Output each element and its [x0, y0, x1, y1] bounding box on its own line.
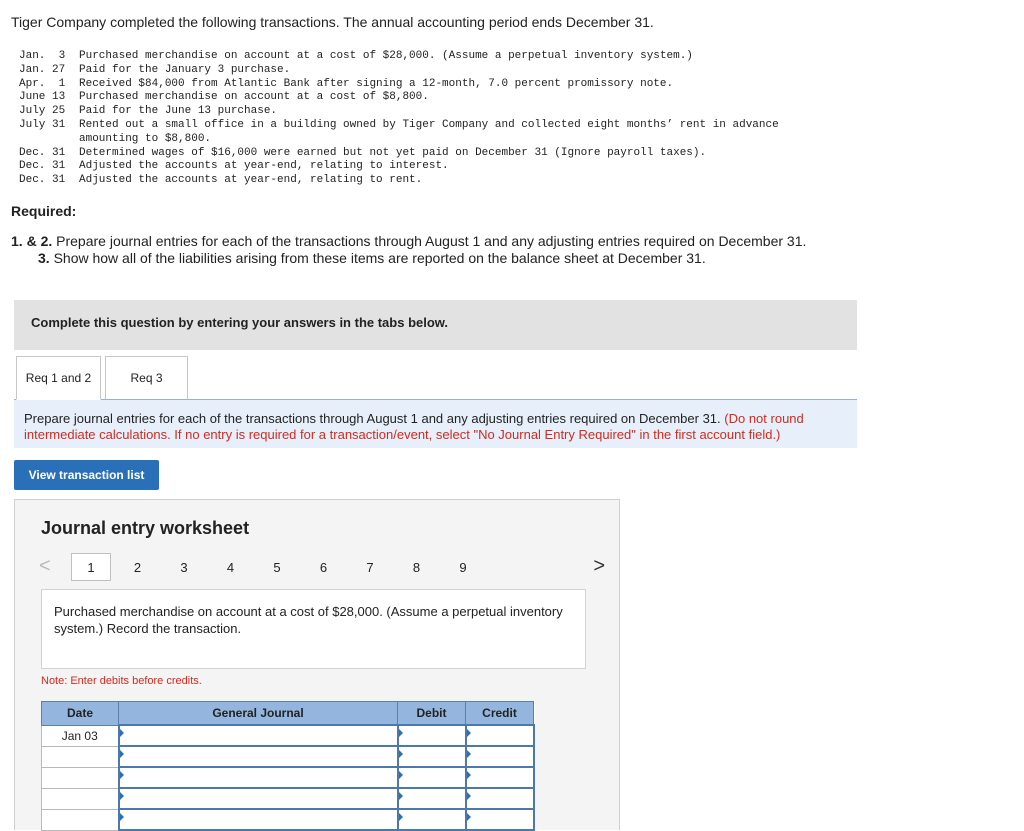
transaction-row — [19, 64, 779, 78]
account-input[interactable] — [119, 725, 398, 746]
next-arrow-icon[interactable]: > — [593, 555, 605, 577]
transaction-text: Adjusted the accounts at year-end, relating to interest. — [79, 160, 449, 173]
col-date: Date — [42, 702, 119, 726]
input-marker-icon — [467, 729, 471, 737]
date-cell: Jan 03 — [42, 725, 119, 746]
instructions-text: Prepare journal entries for each of the transactions through August 1 and any adjusting entries required on December 31. — [24, 411, 725, 426]
journal-table — [41, 701, 535, 831]
transaction-date: Dec. 31 — [19, 160, 66, 173]
required-heading: Required: — [11, 203, 77, 219]
journal-row — [42, 767, 534, 788]
tab-req-1-and-2[interactable]: Req 1 and 2 — [16, 356, 101, 400]
required-line-1-number: 1. & 2. — [11, 233, 53, 249]
journal-row — [42, 809, 534, 830]
transaction-date: June 13 — [19, 91, 66, 104]
transaction-date: July 25 — [19, 105, 66, 118]
journal-worksheet-panel — [14, 499, 620, 830]
required-line-1-text: Prepare journal entries for each of the transactions through August 1 and any adjusting entries required on December 31. — [52, 233, 807, 249]
account-input[interactable] — [119, 809, 398, 830]
transaction-row — [19, 133, 779, 147]
journal-row — [42, 725, 534, 746]
instructions-warning: (Do not round intermediate calculations. If no entry is required for a transaction/event, select "No Journal Entry Required" in the first account field.) — [24, 411, 804, 442]
banner-text: Complete this question by entering your answers in the tabs below. — [31, 315, 449, 330]
input-marker-icon — [120, 792, 124, 800]
transaction-row — [19, 91, 779, 105]
input-marker-icon — [399, 750, 403, 758]
tab-instructions — [14, 400, 857, 448]
page-3-button[interactable]: 3 — [180, 559, 188, 575]
credit-input[interactable] — [466, 767, 534, 788]
required-line-1 — [11, 233, 806, 249]
transaction-date: Apr. 1 — [19, 77, 66, 90]
worksheet-pager — [39, 553, 605, 581]
page-9-button[interactable]: 9 — [459, 559, 467, 575]
debit-credit-note: Note: Enter debits before credits. — [41, 675, 202, 687]
transaction-text: Adjusted the accounts at year-end, relating to rent. — [79, 174, 423, 187]
input-marker-icon — [399, 771, 403, 779]
col-debit: Debit — [398, 702, 466, 726]
journal-row — [42, 788, 534, 809]
intro-text: Tiger Company completed the following transactions. The annual accounting period ends December 31. — [11, 14, 654, 30]
credit-input[interactable] — [466, 788, 534, 809]
input-marker-icon — [120, 813, 124, 821]
page-8-button[interactable]: 8 — [412, 559, 421, 575]
input-marker-icon — [467, 750, 471, 758]
debit-input[interactable] — [398, 725, 466, 746]
debit-input[interactable] — [398, 767, 466, 788]
transaction-row — [19, 174, 779, 188]
page-6-button[interactable]: 6 — [319, 559, 328, 575]
transaction-date: Dec. 31 — [19, 174, 66, 187]
col-credit: Credit — [466, 702, 534, 726]
transaction-date: Jan. 3 — [19, 50, 66, 62]
tab-req-3[interactable]: Req 3 — [105, 356, 188, 400]
page-5-button[interactable]: 5 — [273, 559, 281, 575]
transaction-text: Paid for the June 13 purchase. — [79, 105, 278, 118]
input-marker-icon — [399, 792, 403, 800]
instruction-banner — [14, 300, 857, 350]
transaction-text: Determined wages of $16,000 were earned but not yet paid on December 31 (Ignore payroll taxes). — [79, 146, 707, 159]
transaction-date: Jan. 27 — [19, 63, 66, 76]
page-2-button[interactable]: 2 — [133, 559, 142, 575]
page-1-button[interactable]: 1 — [71, 553, 111, 581]
date-cell — [42, 788, 119, 809]
account-input[interactable] — [119, 767, 398, 788]
prev-arrow-icon[interactable]: < — [39, 555, 51, 577]
journal-row — [42, 746, 534, 767]
input-marker-icon — [120, 750, 124, 758]
transaction-date: July 31 — [19, 118, 66, 131]
transaction-text: Paid for the January 3 purchase. — [79, 63, 291, 76]
debit-input[interactable] — [398, 788, 466, 809]
transaction-text: Purchased merchandise on account at a cost of $8,800. — [79, 91, 429, 104]
required-line-2-text: Show how all of the liabilities arising from these items are reported on the balance sheet at December 31. — [49, 250, 706, 266]
input-marker-icon — [467, 792, 471, 800]
date-cell — [42, 746, 119, 767]
transaction-row — [19, 50, 779, 64]
transaction-text: amounting to $8,800. — [79, 132, 212, 145]
transaction-date — [19, 133, 79, 147]
transaction-row — [19, 119, 779, 133]
transaction-row — [19, 160, 779, 174]
credit-input[interactable] — [466, 725, 534, 746]
credit-input[interactable] — [466, 746, 534, 767]
debit-input[interactable] — [398, 746, 466, 767]
date-cell — [42, 809, 119, 830]
account-input[interactable] — [119, 746, 398, 767]
required-line-2 — [38, 250, 706, 266]
transaction-row — [19, 78, 779, 92]
transaction-text: Rented out a small office in a building owned by Tiger Company and collected eight months’ rent in advance — [79, 118, 779, 131]
input-marker-icon — [120, 771, 124, 779]
page-4-button[interactable]: 4 — [226, 559, 235, 575]
required-line-2-number: 3. — [38, 250, 50, 266]
transaction-text: Received $84,000 from Atlantic Bank after signing a 12-month, 7.0 percent promissory note. — [79, 77, 674, 90]
credit-input[interactable] — [466, 809, 534, 830]
transaction-description: Purchased merchandise on account at a cost of $28,000. (Assume a perpetual inventory system.) Record the transaction. — [41, 589, 586, 669]
transaction-text: Purchased merchandise on account at a cost of $28,000. (Assume a perpetual inventory system.) — [79, 50, 693, 62]
input-marker-icon — [399, 813, 403, 821]
input-marker-icon — [467, 771, 471, 779]
page-7-button[interactable]: 7 — [366, 559, 374, 575]
transaction-list — [19, 50, 779, 188]
transaction-date: Dec. 31 — [19, 146, 66, 159]
worksheet-title: Journal entry worksheet — [41, 518, 250, 538]
input-marker-icon — [399, 729, 403, 737]
date-cell — [42, 767, 119, 788]
transaction-row — [19, 105, 779, 119]
account-input[interactable] — [119, 788, 398, 809]
view-transaction-list-button[interactable]: View transaction list — [14, 460, 159, 490]
transaction-row — [19, 147, 779, 161]
input-marker-icon — [120, 729, 124, 737]
debit-input[interactable] — [398, 809, 466, 830]
journal-header-row — [42, 702, 534, 726]
col-general-journal: General Journal — [119, 702, 398, 726]
input-marker-icon — [467, 813, 471, 821]
